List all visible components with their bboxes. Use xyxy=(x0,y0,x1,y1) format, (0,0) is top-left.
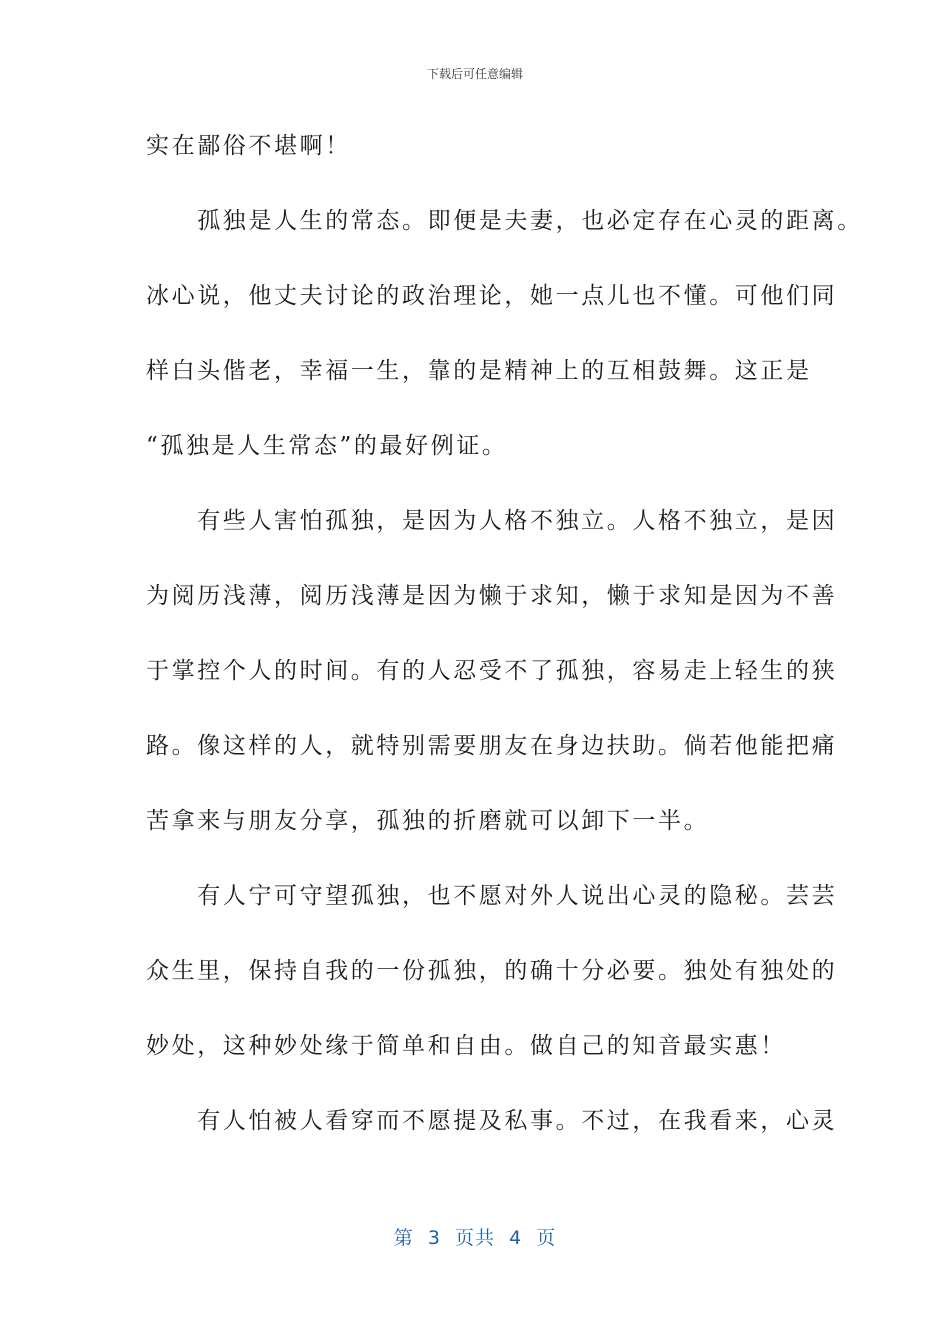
text-line: 路。像这样的人，就特别需要朋友在身边扶助。倘若他能把痛 xyxy=(146,733,838,759)
text-line: 为阅历浅薄，阅历浅薄是因为懒于求知，懒于求知是因为不善 xyxy=(146,583,838,609)
text-line: 有人宁可守望孤独，也不愿对外人说出心灵的隐秘。芸芸 xyxy=(146,883,838,909)
text-line: 有人怕被人看穿而不愿提及私事。不过，在我看来，心灵 xyxy=(146,1108,838,1134)
text-line: 实在鄙俗不堪啊！ xyxy=(146,133,351,159)
page-number: 第 3 页共 4 页 xyxy=(393,1227,557,1249)
page-header-note: 下载后可任意编辑 xyxy=(426,67,523,81)
text-line: “孤独是人生常态”的最好例证。 xyxy=(146,433,508,459)
text-line: 样白头偕老，幸福一生，靠的是精神上的互相鼓舞。这正是 xyxy=(146,358,812,384)
text-line: 妙处，这种妙处缘于简单和自由。做自己的知音最实惠！ xyxy=(146,1033,786,1059)
text-line: 于掌控个人的时间。有的人忍受不了孤独，容易走上轻生的狭 xyxy=(146,658,838,684)
text-line: 冰心说，他丈夫讨论的政治理论，她一点儿也不懂。可他们同 xyxy=(146,283,838,309)
text-line: 苦拿来与朋友分享，孤独的折磨就可以卸下一半。 xyxy=(146,808,710,834)
text-line: 孤独是人生的常态。即便是夫妻，也必定存在心灵的距离。 xyxy=(146,208,863,234)
text-line: 有些人害怕孤独，是因为人格不独立。人格不独立，是因 xyxy=(146,508,838,534)
text-line: 众生里，保持自我的一份孤独，的确十分必要。独处有独处的 xyxy=(146,958,838,984)
